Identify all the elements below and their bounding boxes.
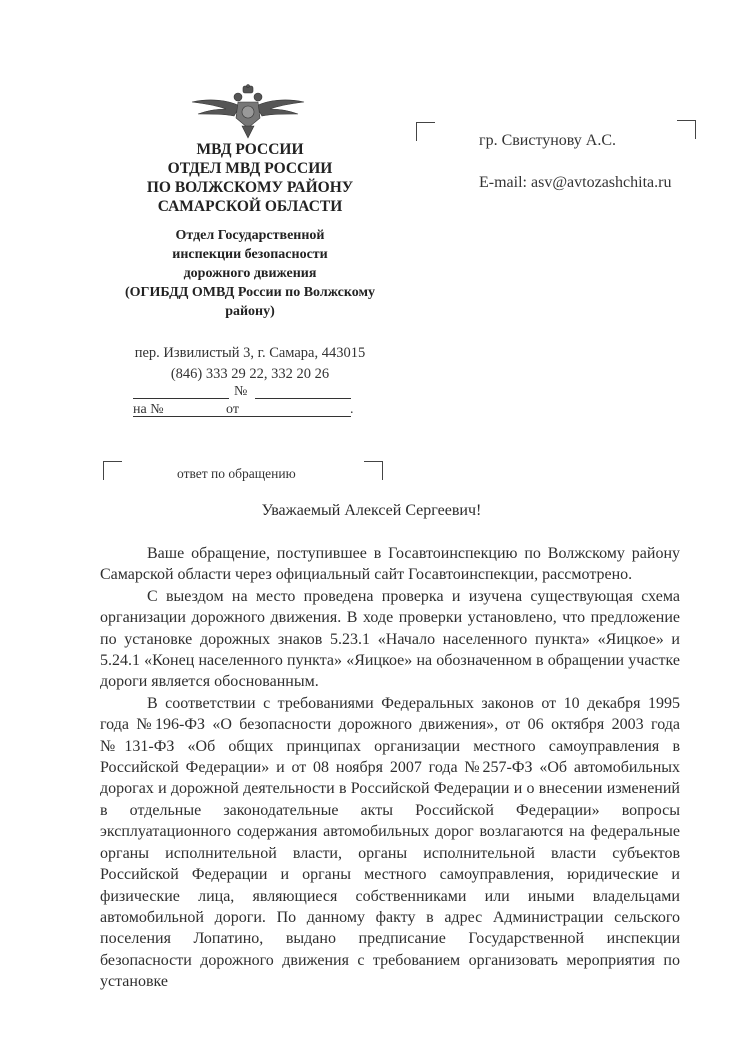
subject-line: ответ по обращению (177, 466, 296, 481)
letter-body (100, 543, 680, 993)
body-paragraph: В соответствии с требованиями Федеральных законов от 10 декабря 1995 года №196-ФЗ «О безопасности дорожного движения», от 06 октября 2003 года №131-ФЗ «Об общих принципах организации местного самоуправления в Российской Федерации» и от 08 ноября 2007 года №257-ФЗ «Об автомобильных дорогах и дорожной деятельности в Российской Федерации и о внесении изменений в отдельные законодательные акты Российской Федерации» вопросы эксплуатационного содержания автомобильных дорог возлагаются на федеральные органы исполнительной власти, органы исполнительной власти субъектов Российской Федерации и органы местного самоуправления, юридические и физические лица, являющиеся собственниками или иными владельцами автомобильной дороги. По данному факту в адрес Администрации сельского поселения Лопатино, выдано предписание Государственной инспекции безопасности дорожного движения с требованием организовать мероприятия по установке (100, 694, 680, 991)
org-line: ОТДЕЛ МВД РОССИИ (167, 160, 333, 177)
sub-org-line: району) (225, 304, 275, 319)
ref-number-blank (255, 398, 351, 399)
ref-on-no-label: на № (133, 402, 164, 417)
subject-corner-right (364, 461, 383, 480)
sub-org-line: инспекции безопасности (172, 247, 328, 262)
address-block (100, 343, 400, 385)
recipient-corner-left (416, 122, 435, 141)
salutation: Уважаемый Алексей Сергеевич! (261, 502, 482, 519)
incoming-ref-line (133, 402, 353, 420)
org-line: ПО ВОЛЖСКОМУ РАЙОНУ (146, 179, 354, 196)
recipient-email: E-mail: asv@avtozashchita.ru (479, 174, 672, 191)
incoming-ref-underline (133, 416, 351, 417)
recipient-corner-right (677, 120, 696, 139)
ref-no-label: № (234, 384, 248, 399)
sub-organization-header (100, 226, 400, 321)
body-paragraph: Ваше обращение, поступившее в Госавтоинспекцию по Волжскому району Самарской области через официальный сайт Госавтоинспекции, рассмотрено. (100, 545, 680, 584)
sub-org-line: дорожного движения (183, 266, 317, 281)
mvd-eagle-emblem-icon (188, 84, 308, 140)
recipient-name: гр. Свистунову А.С. (479, 132, 617, 149)
sub-org-line: (ОГИБДД ОМВД России по Волжскому (125, 285, 375, 300)
org-line: МВД РОССИИ (196, 141, 304, 158)
subject-corner-left (103, 461, 122, 480)
outgoing-ref-line (133, 384, 353, 402)
sub-org-line: Отдел Государственной (175, 228, 325, 243)
organization-header (100, 140, 400, 216)
ref-date-blank (133, 398, 229, 399)
org-line: САМАРСКОЙ ОБЛАСТИ (157, 198, 343, 215)
phone-numbers: (846) 333 29 22, 332 20 26 (170, 366, 330, 382)
postal-address: пер. Извилистый 3, г. Самара, 443015 (134, 345, 366, 361)
body-paragraph: С выездом на место проведена проверка и изучена существующая схема организации дорожного движения. В ходе проверки установлено, что предложение по установке дорожных знаков 5.23.1 «Начало населенного пункта» «Яицкое» и 5.24.1 «Конец населенного пункта» «Яицкое» на обозначенном в обращении участке дороги является обоснованным. (100, 587, 680, 691)
ref-from-label: от (226, 402, 239, 417)
ref-end-mark: . (350, 402, 354, 417)
